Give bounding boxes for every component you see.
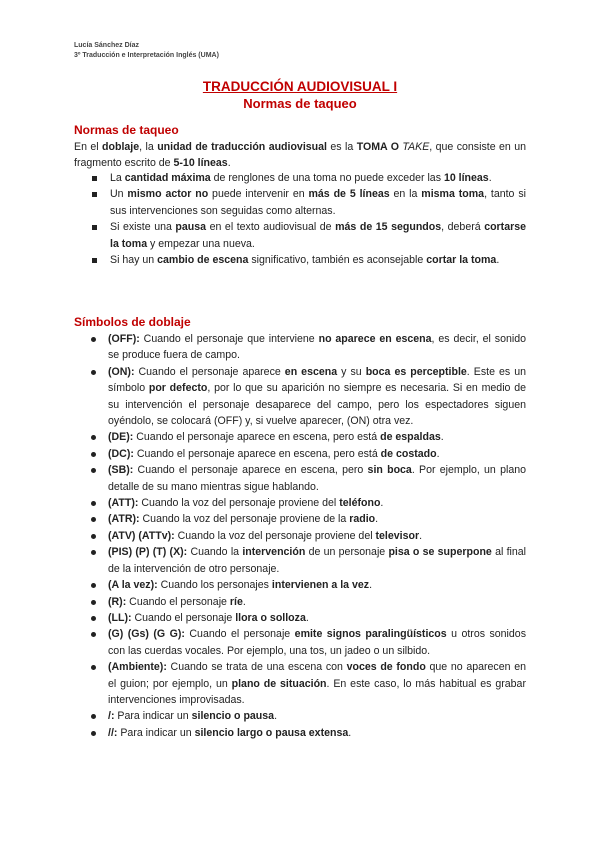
text-run: TAKE bbox=[402, 141, 430, 153]
text-run: (R): bbox=[108, 595, 127, 608]
text-run: (DC): bbox=[108, 447, 134, 460]
text-run: al final de la intervención de otro personaje. bbox=[108, 546, 527, 575]
text-run: (Ambiente): bbox=[108, 661, 167, 674]
text-run: En el bbox=[74, 141, 103, 153]
text-run: . bbox=[227, 157, 231, 170]
text-run: Para indicar un bbox=[117, 726, 195, 739]
text-run: Cuando el personaje aparece bbox=[134, 365, 285, 378]
text-run: emite signos paralingüísticos bbox=[294, 628, 447, 641]
text-run: Cuando los personajes bbox=[157, 579, 272, 592]
text-run: (ATT): bbox=[108, 497, 139, 510]
text-run: , la bbox=[139, 141, 158, 153]
text-run: . bbox=[274, 710, 278, 723]
text-run: (OFF): bbox=[108, 333, 140, 345]
header-author: Lucía Sánchez Díaz bbox=[74, 42, 139, 49]
text-run: (ATV) (ATTv): bbox=[108, 529, 175, 542]
text-run: . Por ejemplo, un plano detalle de su mano mientras sigue hablando. bbox=[108, 464, 526, 493]
list-item bbox=[108, 331, 526, 364]
text-run: Cuando se trata de una escena con bbox=[166, 661, 347, 674]
text-run: Un bbox=[110, 188, 128, 201]
text-run: boca es perceptible bbox=[365, 365, 467, 378]
list-item bbox=[108, 594, 526, 610]
text-run: . bbox=[488, 172, 492, 184]
text-run: (DE): bbox=[108, 431, 134, 444]
text-run: Si existe una bbox=[110, 221, 176, 234]
text-run: unidad de traducción audiovisual bbox=[157, 141, 327, 153]
text-run: cortarse la toma bbox=[110, 221, 526, 250]
symbols-list bbox=[108, 331, 526, 741]
text-run: significativo, también es aconsejable bbox=[248, 254, 427, 267]
list-item bbox=[108, 462, 526, 495]
text-run: más de 5 líneas bbox=[308, 188, 390, 201]
text-run: ríe bbox=[229, 595, 243, 608]
text-run: Cuando la voz del personaje proviene de la bbox=[139, 513, 350, 526]
text-run: Cuando el personaje bbox=[131, 611, 236, 624]
text-run: Cuando el personaje bbox=[184, 628, 295, 641]
text-run: Cuando el personaje bbox=[126, 595, 230, 608]
text-run: radio bbox=[349, 513, 376, 526]
text-run: sin boca bbox=[367, 464, 412, 477]
text-run: silencio largo o pausa extensa bbox=[194, 726, 349, 739]
document-subtitle: Normas de taqueo bbox=[243, 96, 357, 111]
text-run: 10 líneas bbox=[443, 172, 489, 184]
text-run: llora o solloza bbox=[235, 611, 306, 624]
text-run: . bbox=[380, 497, 384, 510]
text-run: Cuando la bbox=[187, 546, 243, 559]
list-item bbox=[108, 446, 526, 462]
list-item bbox=[110, 252, 526, 268]
text-run: . bbox=[348, 726, 352, 739]
text-run: en la bbox=[389, 188, 422, 201]
text-run: . En este caso, lo más habitual es grabar intervenciones improvisadas. bbox=[108, 677, 526, 706]
text-run: u otros sonidos con las cuerdas vocales. Por ejemplo, una tos, un jadeo o un silbido. bbox=[108, 628, 526, 657]
text-run: (ON): bbox=[108, 365, 135, 378]
list-item bbox=[108, 364, 526, 430]
list-item bbox=[108, 577, 526, 593]
text-run: (A la vez): bbox=[108, 579, 158, 592]
list-item bbox=[108, 544, 526, 577]
text-run: teléfono bbox=[339, 497, 381, 510]
text-run: plano de situación bbox=[231, 677, 327, 690]
section-heading-taqueo: Normas de taqueo bbox=[74, 123, 179, 137]
text-run: de un personaje bbox=[305, 546, 389, 559]
text-run: Cuando el personaje aparece en escena, pero está bbox=[133, 447, 381, 460]
list-item bbox=[108, 429, 526, 445]
text-run: voces de fondo bbox=[346, 661, 426, 674]
text-run: Para indicar un bbox=[114, 710, 192, 723]
text-run: de costado bbox=[380, 447, 437, 460]
text-run: que no aparecen en el guion; por ejemplo, un bbox=[108, 661, 526, 690]
text-run: (ATR): bbox=[108, 513, 140, 526]
list-item bbox=[108, 528, 526, 544]
taqueo-rules-list bbox=[110, 170, 526, 268]
text-run: . bbox=[496, 254, 500, 267]
text-run: doblaje bbox=[102, 141, 140, 153]
text-run: TOMA O bbox=[356, 141, 403, 153]
text-run: //: bbox=[108, 726, 118, 739]
list-item bbox=[108, 725, 526, 741]
list-item bbox=[108, 610, 526, 626]
document-title: TRADUCCIÓN AUDIOVISUAL I bbox=[202, 79, 398, 94]
text-run: Cuando el personaje que interviene bbox=[139, 333, 319, 345]
text-run: por defecto bbox=[148, 382, 208, 395]
text-run: mismo actor no bbox=[127, 188, 209, 201]
text-run: . bbox=[305, 611, 309, 624]
list-item bbox=[110, 219, 526, 252]
text-run: más de 15 segundos bbox=[335, 221, 442, 234]
text-run: televisor bbox=[375, 529, 420, 542]
text-run: 5-10 líneas bbox=[173, 157, 228, 170]
text-run: Cuando el personaje aparece en escena, pero bbox=[133, 464, 368, 477]
text-run: en escena bbox=[284, 365, 338, 378]
text-run: . Este es un símbolo bbox=[108, 365, 526, 395]
text-run: no aparece en escena bbox=[318, 333, 432, 345]
text-run: pisa o se superpone bbox=[388, 546, 492, 559]
text-run: (LL): bbox=[108, 611, 132, 624]
text-run: , que consiste en un fragmento escrito de bbox=[74, 141, 527, 170]
text-run: Cuando la voz del personaje proviene del bbox=[174, 529, 376, 542]
text-run: (PIS) (P) (T) (X): bbox=[108, 546, 188, 559]
text-run: (G) (Gs) (G G): bbox=[108, 628, 185, 641]
text-run: . bbox=[242, 595, 246, 608]
text-run: intervienen a la vez bbox=[271, 579, 370, 592]
text-run: /: bbox=[108, 710, 115, 723]
text-run: , deberá bbox=[441, 221, 485, 234]
text-run: . bbox=[419, 529, 423, 542]
list-item bbox=[108, 708, 526, 724]
list-item bbox=[108, 511, 526, 527]
text-run: de espaldas bbox=[380, 431, 441, 444]
text-run: misma toma bbox=[421, 188, 485, 201]
text-run: cambio de escena bbox=[157, 254, 249, 267]
text-run: Si hay un bbox=[110, 254, 158, 267]
list-item bbox=[108, 626, 526, 659]
text-run: cortar la toma bbox=[426, 254, 497, 267]
list-item bbox=[108, 495, 526, 511]
text-run: pausa bbox=[175, 221, 207, 234]
text-run: (SB): bbox=[108, 464, 134, 477]
text-run: . bbox=[440, 431, 444, 444]
text-run: Cuando la voz del personaje proviene del bbox=[138, 497, 340, 510]
text-run: y su bbox=[337, 365, 366, 378]
text-run: Cuando el personaje aparece en escena, pero está bbox=[133, 431, 381, 444]
text-run: de renglones de una toma no puede exceder las bbox=[210, 172, 444, 184]
text-run: intervención bbox=[242, 546, 306, 559]
text-run: , tanto si sus intervenciones son seguidas como alternas. bbox=[110, 188, 526, 217]
text-run: cantidad máxima bbox=[124, 172, 211, 184]
section-heading-simbolos: Símbolos de doblaje bbox=[74, 315, 191, 329]
list-item bbox=[108, 659, 526, 708]
text-run: es la bbox=[326, 141, 357, 153]
text-run: . bbox=[436, 447, 440, 460]
header-course: 3º Traducción e Interpretación Inglés (UMA) bbox=[74, 52, 219, 59]
list-item bbox=[110, 186, 526, 219]
text-run: , por lo que su aparición no siempre es necesaria. Si en medio de su intervención el personaje desaparece del campo, pero los espectadores siguen oyéndolo, se colocará (OFF) y, si vuelve aparecer, (ON) otra vez. bbox=[108, 382, 526, 428]
text-run: , es decir, el sonido se produce fuera de campo. bbox=[108, 333, 526, 362]
text-run: puede intervenir en bbox=[208, 188, 309, 201]
text-run: en el texto audiovisual de bbox=[206, 221, 336, 234]
text-run: silencio o pausa bbox=[191, 710, 275, 723]
text-run: y empezar una nueva. bbox=[147, 237, 255, 250]
text-run: . bbox=[375, 513, 379, 526]
list-item bbox=[110, 170, 526, 186]
intro-paragraph bbox=[74, 139, 526, 172]
text-run: . bbox=[369, 579, 373, 592]
text-run: La bbox=[110, 172, 125, 184]
